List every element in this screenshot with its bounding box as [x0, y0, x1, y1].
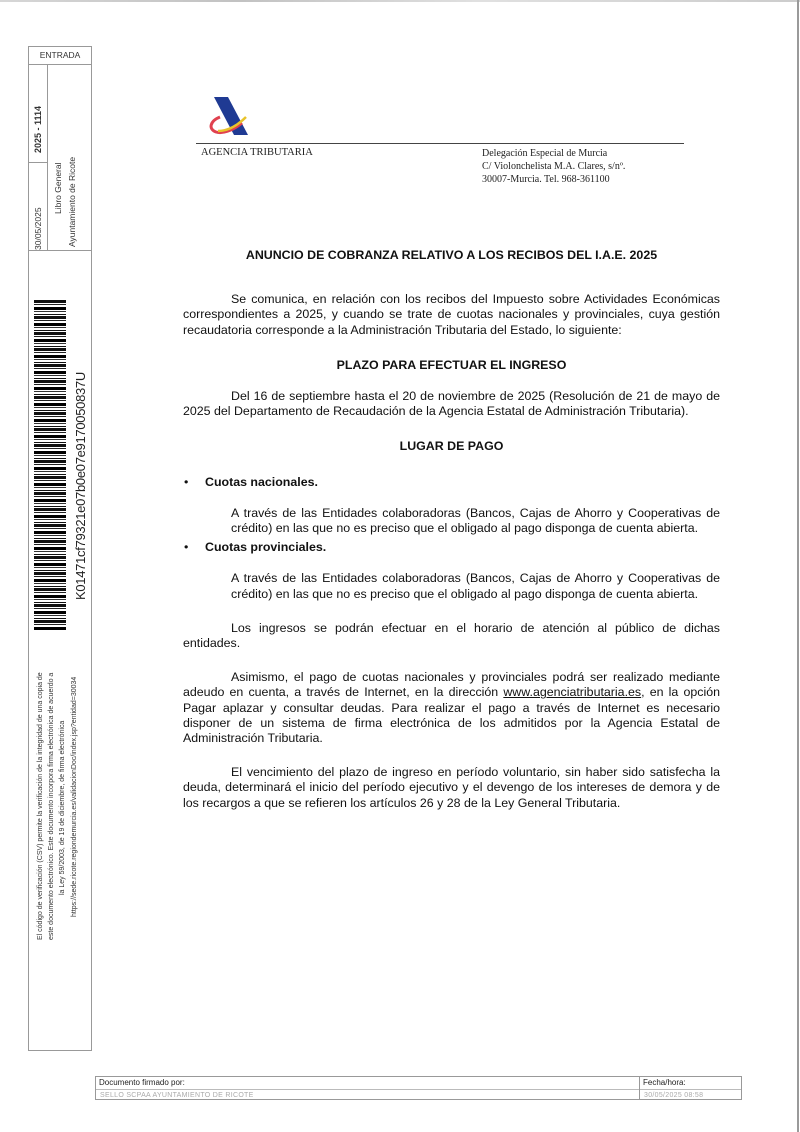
section-lugar-title: LUGAR DE PAGO	[399, 439, 504, 454]
internet-payment-paragraph: Asimismo, el pago de cuotas nacionales y provinciales podrá ser realizado mediante adeudo en cuenta, a través de Internet, en la dirección www.agenciatributaria.es, en la opción Pagar aplazar y consultar deudas. Para realizar el pago a través de Internet es necesario disponer de un sistema de firma electrónica de los admitidos por la Agencia Estatal de Administración Tributaria.	[183, 670, 720, 746]
signed-by-value: SELLO SCPAA AYUNTAMIENTO DE RICOTE	[100, 1092, 254, 1099]
registry-date: 30/05/2025	[33, 207, 43, 250]
datetime-label: Fecha/hora:	[640, 1077, 741, 1090]
delegation-city-phone: 30007-Murcia. Tel. 968-361100	[482, 174, 610, 185]
barcode	[34, 300, 66, 630]
document-title: ANUNCIO DE COBRANZA RELATIVO A LOS RECIBOS DEL I.A.E. 2025	[245, 248, 658, 262]
section-plazo-title: PLAZO PARA EFECTUAR EL INGRESO	[336, 357, 567, 372]
agencia-tributaria-logo	[206, 95, 250, 137]
csv-note-line-2: este documento electrónico. Este documento incorpora firma electrónica de acuerdo a	[48, 672, 55, 940]
plazo-paragraph: Del 16 de septiembre hasta el 20 de noviembre de 2025 (Resolución de 21 de mayo de 2025 del Departamento de Recaudación de la Agencia Estatal de Administración Tributaria).	[183, 389, 720, 419]
right-scan-edge	[797, 0, 799, 1132]
cuotas-provinciales-text: A través de las Entidades colaboradoras (Bancos, Cajas de Ahorro y Cooperativas de crédito) en las que no es preciso que el obligado al pago disponga de cuenta abierta.	[231, 571, 720, 601]
csv-note-line-3: la Ley 59/2003, de 19 de diciembre, de firma electrónica	[59, 720, 66, 895]
intro-paragraph: Se comunica, en relación con los recibos del Impuesto sobre Actividades Económicas correspondientes a 2025, y cuando se trate de cuotas nacionales y provinciales, cuya gestión recaudatoria corresponde a la Administración Tributaria del Estado, lo siguiente:	[183, 292, 720, 337]
csv-note-line-1: El código de verificación (CSV) permite la verificación de la integridad de una copia de	[37, 672, 44, 940]
header-rule	[196, 143, 684, 144]
bullet-cuotas-provinciales: • Cuotas provinciales.	[183, 540, 720, 555]
stamp-divider	[29, 162, 47, 163]
agency-name: AGENCIA TRIBUTARIA	[201, 147, 313, 158]
agencia-tributaria-link[interactable]: www.agenciatributaria.es	[503, 685, 642, 700]
registry-entity: Ayuntamiento de Ricote	[67, 156, 77, 247]
signature-box	[95, 1076, 640, 1100]
delegation-address	[482, 147, 625, 186]
top-scan-edge	[0, 0, 800, 2]
registry-number: 2025 - 1114	[33, 105, 43, 153]
bullet-cuotas-nacionales: • Cuotas nacionales.	[183, 475, 720, 490]
delegation-street: C/ Violonchelista M.A. Clares, s/nº.	[482, 161, 626, 172]
signature-date-box	[640, 1076, 742, 1100]
datetime-value: 30/05/2025 08:58	[644, 1092, 704, 1099]
cuotas-nacionales-text: A través de las Entidades colaboradoras (Bancos, Cajas de Ahorro y Cooperativas de crédito) en las que no es preciso que el obligado al pago disponga de cuenta abierta.	[231, 505, 720, 536]
registry-book: Libro General	[53, 162, 63, 214]
csv-verification-url[interactable]: https://sede.ricote.regiondemurcia.es/validacionDoc/index.jsp?entidad=30034	[71, 676, 78, 917]
stamp-body	[29, 64, 91, 250]
stamp-header: ENTRADA	[29, 47, 91, 65]
registry-stamp	[28, 46, 92, 251]
signed-by-label: Documento firmado por:	[96, 1077, 639, 1090]
hours-paragraph: Los ingresos se podrán efectuar en el horario de atención al público de dichas entidades.	[183, 620, 720, 651]
document-body	[183, 248, 720, 827]
csv-code: K01471cf79321e07b0e07e9170050837U	[73, 372, 88, 600]
delegation-name: Delegación Especial de Murcia	[482, 148, 608, 159]
closing-paragraph: El vencimiento del plazo de ingreso en período voluntario, sin haber sido satisfecha la deuda, determinará el inicio del período ejecutivo y el devengo de los intereses de demora y de los recargos a que se refieren los artículos 26 y 28 de la Ley General Tributaria.	[183, 765, 720, 810]
